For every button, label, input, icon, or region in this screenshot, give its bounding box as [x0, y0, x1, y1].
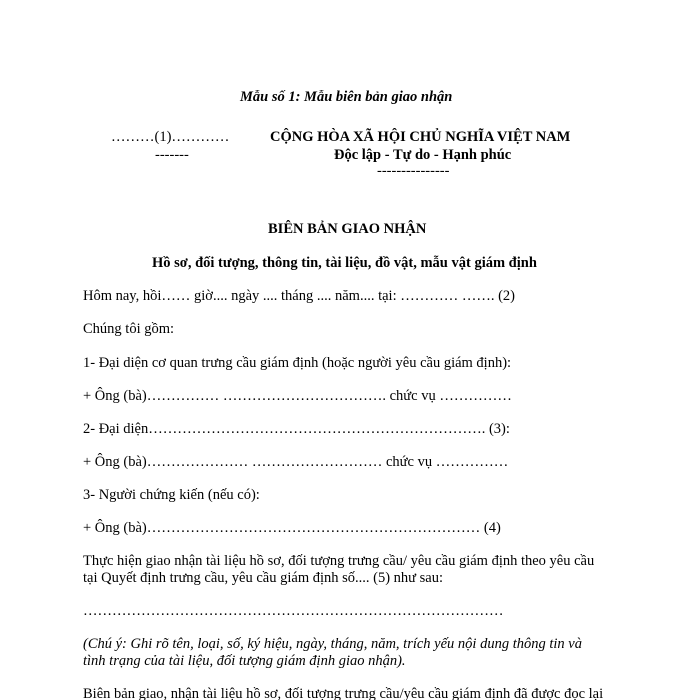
- line-person-3: + Ông (bà)…………………………………………………………… (4): [83, 520, 501, 536]
- line-dots: ……………………………………………………………………………: [83, 603, 504, 619]
- agency-dash: -------: [155, 147, 189, 163]
- line-witness: 3- Người chứng kiến (nếu có):: [83, 487, 260, 503]
- motto-dash: ---------------: [377, 163, 450, 179]
- note-line-2: tình trạng của tài liệu, đối tượng giám định giao nhận).: [83, 653, 406, 669]
- line-we-are: Chúng tôi gồm:: [83, 321, 175, 337]
- national-motto: Độc lập - Tự do - Hạnh phúc: [334, 147, 512, 163]
- line-person-2: + Ông (bà)………………… ……………………… chức vụ ……………: [83, 454, 509, 470]
- document-subtitle: Hồ sơ, đối tượng, thông tin, tài liệu, đồ vật, mẫu vật giám định: [152, 255, 537, 271]
- line-person-1: + Ông (bà)…………… ……………………………. chức vụ ……………: [83, 388, 512, 404]
- line-rep-2: 2- Đại diện……………………………………………………………. (3):: [83, 421, 510, 437]
- line-date: Hôm nay, hồi…… giờ.... ngày .... tháng .... năm.... tại: ………… ……. (2): [83, 288, 516, 304]
- form-caption: Mẫu số 1: Mẫu biên bản giao nhận: [240, 89, 453, 105]
- country-name: CỘNG HÒA XÃ HỘI CHỦ NGHĨA VIỆT NAM: [270, 129, 571, 145]
- para-handover-line-1: Thực hiện giao nhận tài liệu hồ sơ, đối tượng trưng cầu/ yêu cầu giám định theo yêu cầu: [83, 553, 595, 569]
- note-line-1: (Chú ý: Ghi rõ tên, loại, số, ký hiệu, ngày, tháng, năm, trích yếu nội dung thông tin và: [83, 636, 582, 652]
- agency-placeholder: ………(1)…………: [111, 129, 230, 145]
- para-final: Biên bản giao, nhận tài liệu hồ sơ, đối tượng trưng cầu/yêu cầu giám định đã được đọc lại: [83, 686, 604, 700]
- line-rep-request: 1- Đại diện cơ quan trưng cầu giám định (hoặc người yêu cầu giám định):: [83, 355, 512, 371]
- para-handover-line-2: tại Quyết định trưng cầu, yêu cầu giám định số.... (5) như sau:: [83, 570, 444, 586]
- document-title: BIÊN BẢN GIAO NHẬN: [268, 221, 427, 237]
